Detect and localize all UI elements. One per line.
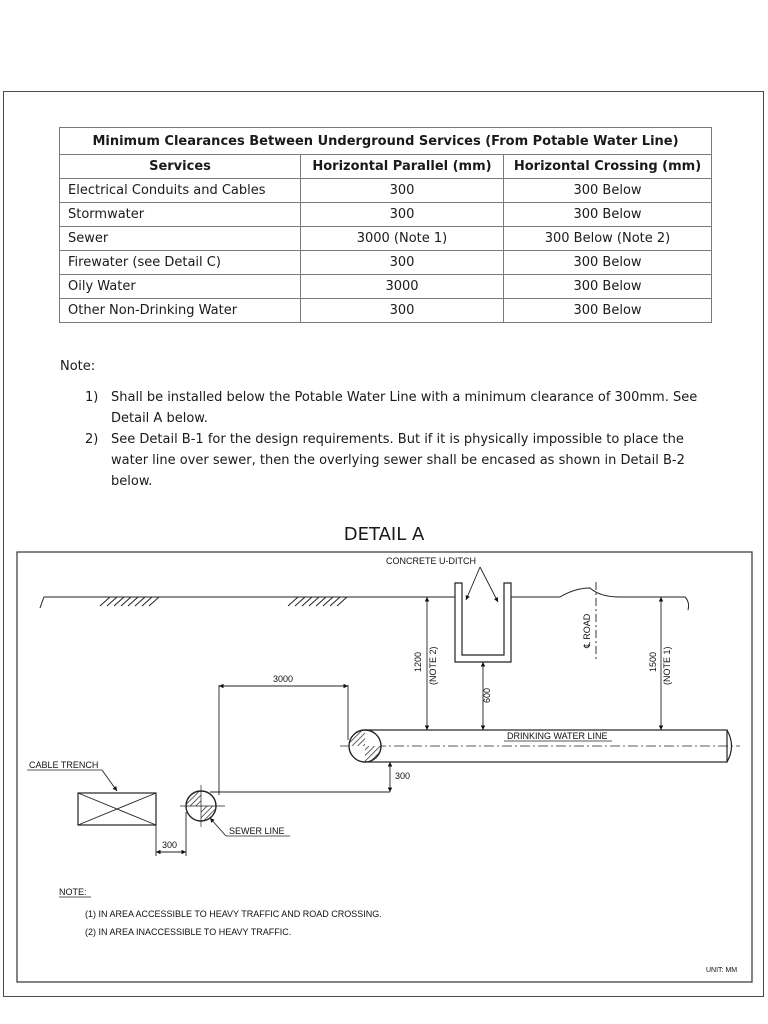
- dimension-1200: 1200: [413, 651, 423, 672]
- drawing-note-heading: NOTE:: [59, 887, 87, 897]
- note-number: 2): [85, 432, 99, 447]
- drawing-note-2: (2) IN AREA INACCESSIBLE TO HEAVY TRAFFIC.: [85, 927, 292, 937]
- leader-line: [466, 567, 480, 600]
- road-label: ℄ ROAD: [582, 613, 592, 648]
- parallel-value: 300: [301, 203, 504, 227]
- parallel-value: 300: [301, 299, 504, 323]
- earth-hatch: [100, 597, 347, 606]
- header-services: Services: [60, 155, 301, 179]
- service-name: Sewer: [60, 227, 301, 251]
- dimension-1500: 1500: [648, 651, 658, 672]
- crossing-value: 300 Below (Note 2): [504, 227, 712, 251]
- notes-heading: Note:: [60, 359, 96, 374]
- service-name: Stormwater: [60, 203, 301, 227]
- note-2-reference: (NOTE 2): [428, 646, 438, 685]
- leader-line: [210, 818, 226, 836]
- concrete-u-ditch-label: CONCRETE U-DITCH: [386, 556, 476, 566]
- pipe-section-hatch: [349, 730, 365, 746]
- sewer-line-label: SEWER LINE: [229, 826, 285, 836]
- leader-line: [480, 567, 498, 602]
- service-name: Electrical Conduits and Cables: [60, 179, 301, 203]
- drinking-water-line-label: DRINKING WATER LINE: [507, 731, 608, 741]
- dimension-600: 600: [482, 687, 492, 703]
- sewer-section-hatch: [186, 791, 201, 806]
- parallel-value: 3000: [301, 275, 504, 299]
- crossing-value: 300 Below: [504, 179, 712, 203]
- dimension-300-vertical: 300: [395, 771, 411, 781]
- crossing-value: 300 Below: [504, 299, 712, 323]
- service-name: Other Non-Drinking Water: [60, 299, 301, 323]
- ground-line: [40, 588, 689, 610]
- unit-label: UNIT: MM: [706, 967, 738, 974]
- parallel-value: 3000 (Note 1): [301, 227, 504, 251]
- note-number: 1): [85, 390, 99, 405]
- note-1-reference: (NOTE 1): [662, 646, 672, 685]
- header-horizontal-crossing: Horizontal Crossing (mm): [504, 155, 712, 179]
- crossing-value: 300 Below: [504, 251, 712, 275]
- detail-title: DETAIL A: [343, 524, 425, 545]
- service-name: Oily Water: [60, 275, 301, 299]
- parallel-value: 300: [301, 179, 504, 203]
- dimension-3000: 3000: [273, 674, 294, 684]
- drawing-note-1: (1) IN AREA ACCESSIBLE TO HEAVY TRAFFIC AND ROAD CROSSING.: [85, 909, 382, 919]
- crossing-value: 300 Below: [504, 275, 712, 299]
- leader-line: [102, 770, 117, 791]
- concrete-u-ditch: [455, 583, 511, 662]
- table-caption: Minimum Clearances Between Underground Services (From Potable Water Line): [60, 128, 712, 155]
- service-name: Firewater (see Detail C): [60, 251, 301, 275]
- parallel-value: 300: [301, 251, 504, 275]
- sewer-section-hatch: [201, 806, 216, 821]
- dimension-300-horizontal: 300: [162, 840, 178, 850]
- note-text: Shall be installed below the Potable Water Line with a minimum clearance of 300mm. See Detail A below.: [111, 390, 698, 426]
- note-text: See Detail B-1 for the design requirements. But if it is physically impossible to place the water line over sewer, then the overlying sewer shall be encased as shown in Detail B-2 below.: [111, 432, 685, 489]
- crossing-value: 300 Below: [504, 203, 712, 227]
- cable-trench-label: CABLE TRENCH: [29, 760, 99, 770]
- header-horizontal-parallel: Horizontal Parallel (mm): [301, 155, 504, 179]
